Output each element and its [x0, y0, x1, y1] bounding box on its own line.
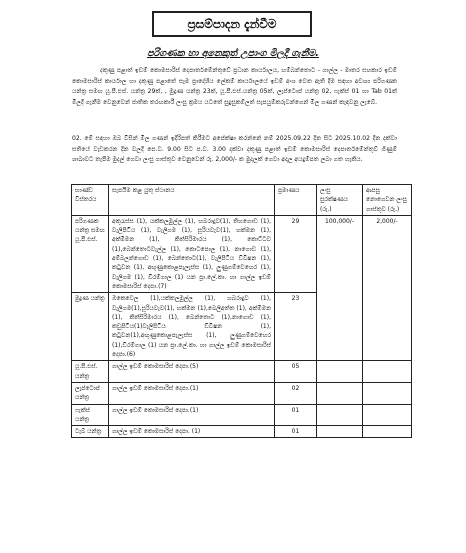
table-row: [72, 404, 412, 426]
cell-location: අකුරැස්ස (1), යක්කලමුල්ල (1), හබරාදුව(1), තිහගොඩ (1), වැලිපිටිය (1), වැලිගම (1), සූරියවැව(1), හක්මන (1), අක්මීමන (1), කිත්සිරිමාරය (1), කොට්ටව (1),බෙන්තොටවැල්ල (1), කොටපොල (1), නාගොඩ (1), අම්බලන්ගොඩ (1), බෙන්තොට(1), වැලිපිටිය ඩිවිෂන (1), කටුවන (1), අඟුණුකොළපැලැස්ස (1), ලුණුගම්වෙහෙර (1), වැලිගම (1), ඩිරම්ගාල (1) යන ප්‍රා.ලේ.කා. හා ගාල්ල ඉඩම් කොමසාරිස් දෙපා.(7): [109, 215, 275, 292]
cell-quantity: 29: [275, 215, 317, 292]
cell-location: ගාල්ල ඉඩම් කොමසාරිස් දෙපා.(1): [109, 382, 275, 404]
cell-fee: 2,000/-: [363, 215, 412, 360]
cell-deposit: [317, 361, 363, 383]
header-quantity: ප්‍රමාණය: [275, 185, 317, 216]
cell-fee: [363, 404, 412, 426]
cell-quantity: 01: [275, 426, 317, 438]
paragraph-instructions: 02. මේ සඳහා ඔබ විසින් මිල ගණන් ඉදිරිපත් කිරීමට අපේක්ෂා කරන්නේ නම් 2025.09.22 දින සිට 2025.10.02 දින දක්වා සතියේ වැඩකරන දින වලදී පෙ.ව. 9.00 සිට ප.ව. 3.00 දක්වා දකුණු පළාත් ඉඩම් කොමසාරිස් දෙපාර්තමේන්තුව් ගිණුම් ශාඛාවට තැපීම මුදල් ගෙවා ලංසු ගාස්තුව වෙනුවෙන් රු. 2,000/- ක මුදලක් ගෙවා අදාල අයදුම්පත ලබා ගත හැකිය.: [72, 135, 397, 163]
cell-item-type: ලැප්ටොප් යන්ත්‍ර: [72, 382, 109, 404]
header-item-type: භාණ්ඩ විස්තරය: [72, 185, 109, 216]
cell-item-type: යූ.පී.එස්. යන්ත්‍ර: [72, 361, 109, 383]
table-header-row: [72, 185, 412, 216]
cell-quantity: 02: [275, 382, 317, 404]
cell-fee: [363, 426, 412, 438]
table-row: [72, 215, 412, 292]
cell-quantity: 23: [275, 293, 317, 361]
cell-item-type: පරිගණක යන්ත්‍ර සමඟ යූ.පී.එස්.: [72, 215, 109, 292]
cell-fee: [363, 361, 412, 383]
cell-deposit: 100,000/-: [317, 215, 363, 360]
cell-location: ගාල්ල ඉඩම් කොමසාරිස් දෙපා.(1): [109, 404, 275, 426]
cell-location: ගාල්ල ඉඩම් කොමසාරිස් දෙපා. (1): [109, 426, 275, 438]
cell-quantity: 05: [275, 361, 317, 383]
paragraph-intro: දකුණු පළාත් ඉඩම් කොමසාරිස් දෙපාර්තමේන්තුවේ ප්‍රධාන කාර්යාලය, හම්බන්තොට - ගාල්ල - මාතර සහකාර ඉඩම් කොමසාරිස් කාර්යාල හා දකුණු පළාතේ සෑම ප්‍රාදේශීය ලේකම් කාර්යාලයේ ඉඩම් අංශ වෙත ඇති දීම සඳහා අවශ්‍ය පරිගණක යන්ත්‍ර සමඟ යූ.පී.එස්. යන්ත්‍ර 29ක්, , මුද්‍රණ යන්ත්‍ර 23ක්, යූ.පී.එස්.යන්ත්‍ර 05ක්, ලැප්ටොප් යන්ත්‍ර 02, ෆැක්ස් 01 හා Tab 01ක් මිලදී ගැනීම වෙනුවෙන් ජාතික තරඟකාරී ලංසු ක්‍රමය යටතේ සුදුසුකම්ලත් සැපයුම්කරුවන්ගෙන් මිල ගණන් කැඳවනු ලැබේ.: [72, 67, 397, 106]
cell-quantity: 01: [275, 404, 317, 426]
cell-deposit: [317, 426, 363, 438]
header-location: සැපයීම කළ යුතු ස්ථානය: [109, 185, 275, 216]
cell-item-type: ටැබ් යන්ත්‍ර: [72, 426, 109, 438]
cell-location: ඔකෙවෙල (1),යක්කලමුල්ල (1), හබරාදුව (1), වැලිගම(1),සූරියවැව(1), හක්මන (1),බෙලිඅත්ත (1), අක්මීමන (1), කිත්සිරිමාරය (1), බෙන්තොට (1),නාගොඩ (1), කඩුපිටිය(1)වැලිපිටිය ඩිවිෂන (1), කටුවන(1),අඟුණුකොළපැලැස්ස (1), ලුණුගම්වෙහෙර (1),ඩිරම්ගාල (1) යන ප්‍රා.ලේ.කා. හා ගාල්ල ඉඩම් කොමසාරිස් දෙපා.(6): [109, 293, 275, 361]
table-row: [72, 361, 412, 383]
notice-title: ප්‍රසම්පාදන දැන්වීම: [152, 11, 312, 37]
cell-deposit: [317, 404, 363, 426]
cell-location: ගාල්ල ඉඩම් කොමසාරිස් දෙපා.(5): [109, 361, 275, 383]
table-row: [72, 426, 412, 438]
header-fee: ආපසු නොගෙවන ලංසු ගාස්තුව (රු.): [363, 185, 412, 216]
cell-fee: [363, 382, 412, 404]
notice-subtitle: පරිගණක හා අනෙකුත් උපාංග මිලදී ගැනීම.: [147, 48, 319, 59]
cell-item-type: ෆැක්ස් යන්ත්‍ර: [72, 404, 109, 426]
cell-item-type: මුද්‍රණ යන්ත්‍ර: [72, 293, 109, 361]
items-table: [71, 184, 412, 438]
header-deposit: ලංසු සුරක්ෂණය (රු.): [317, 185, 363, 216]
table-row: [72, 382, 412, 404]
cell-deposit: [317, 382, 363, 404]
